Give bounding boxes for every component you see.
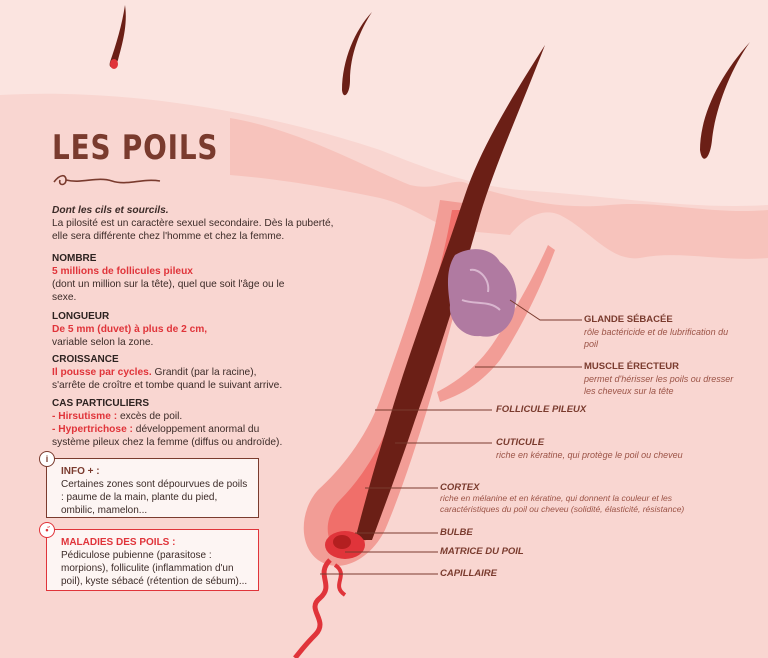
label-name: CUTICULE — [496, 437, 545, 448]
section-cas-particuliers — [52, 397, 297, 449]
label-bulbe — [440, 527, 473, 539]
nombre-heading: NOMBRE — [52, 253, 97, 264]
label-cuticule — [496, 437, 716, 461]
intro-text: La pilosité est un caractère sexuel secondaire. Dès la puberté, elle sera différente chez l'homme et chez la femme. — [52, 218, 334, 242]
label-desc: riche en mélanine et en kératine, qui donnent la couleur et les caractéristiques du poil ou cheveu (solidité, élasticité, résistance) — [440, 493, 685, 514]
label-follicule-pileux — [496, 404, 646, 416]
section-croissance — [52, 353, 292, 392]
cas-text-1: excès de poil. — [119, 411, 183, 422]
cas-heading: CAS PARTICULIERS — [52, 398, 150, 409]
croissance-highlight: Il pousse par cycles. — [52, 367, 152, 378]
page-title: LES POILS — [52, 128, 219, 168]
cas-term-1: - Hirsutisme : — [52, 411, 118, 422]
section-nombre — [52, 252, 292, 304]
info-box-title: INFO + : — [61, 466, 100, 477]
label-desc: rôle bactéricide et de lubrification du poil — [584, 327, 729, 349]
croissance-text: Grandit (par la racine), s'arrête de croître et tombe quand le suivant arrive. — [52, 367, 283, 391]
info-box-text: Certaines zones sont dépourvues de poils : paume de la main, plante du pied, ombilic, mamelon... — [61, 479, 248, 516]
label-name: MUSCLE ÉRECTEUR — [584, 361, 680, 372]
surface-hair-1 — [110, 5, 126, 67]
nombre-text: (dont un million sur la tête), quel que soit l'âge ou le sexe. — [52, 279, 285, 303]
croissance-heading: CROISSANCE — [52, 354, 119, 365]
label-name: CAPILLAIRE — [440, 568, 497, 579]
maladies-box-title: MALADIES DES POILS : — [61, 537, 176, 548]
label-name: FOLLICULE PILEUX — [496, 404, 587, 415]
intro-lead: Dont les cils et sourcils. — [52, 205, 169, 216]
maladies-box — [45, 525, 259, 591]
surface-hair-3 — [700, 42, 750, 159]
intro-paragraph — [52, 204, 342, 243]
cas-text-2: développement anormal du système pileux chez la femme (diffus ou androïde). — [52, 424, 283, 448]
longueur-heading: LONGUEUR — [52, 311, 110, 322]
label-capillaire — [440, 568, 497, 580]
nombre-highlight: 5 millions de follicules pileux — [52, 266, 193, 277]
label-muscle-erecteur — [584, 361, 734, 397]
section-longueur — [52, 310, 292, 349]
sad-face-icon: •᷄ — [39, 522, 55, 538]
label-desc: permet d'hérisser les poils ou dresser les cheveux sur la tête — [584, 374, 734, 396]
label-name: CORTEX — [440, 482, 480, 493]
label-desc: riche en kératine, qui protège le poil ou cheveu — [496, 450, 683, 460]
label-name: BULBE — [440, 527, 473, 538]
surface-hair-2 — [342, 12, 372, 95]
label-name: MATRICE DU POIL — [440, 546, 524, 557]
title-swirl-ornament — [52, 172, 162, 190]
label-name: GLANDE SÉBACÉE — [584, 314, 673, 325]
info-icon: i — [39, 451, 55, 467]
longueur-text: variable selon la zone. — [52, 337, 154, 348]
maladies-box-text: Pédiculose pubienne (parasitose : morpions), folliculite (inflammation d'un poil), kyste sébacé (rétention de sébum)... — [61, 550, 248, 587]
label-glande-sebacee — [584, 314, 734, 350]
cas-term-2: - Hypertrichose : — [52, 424, 133, 435]
label-cortex — [440, 482, 695, 515]
label-matrice-du-poil — [440, 546, 524, 558]
longueur-highlight: De 5 mm (duvet) à plus de 2 cm, — [52, 324, 208, 335]
info-box — [45, 454, 259, 518]
